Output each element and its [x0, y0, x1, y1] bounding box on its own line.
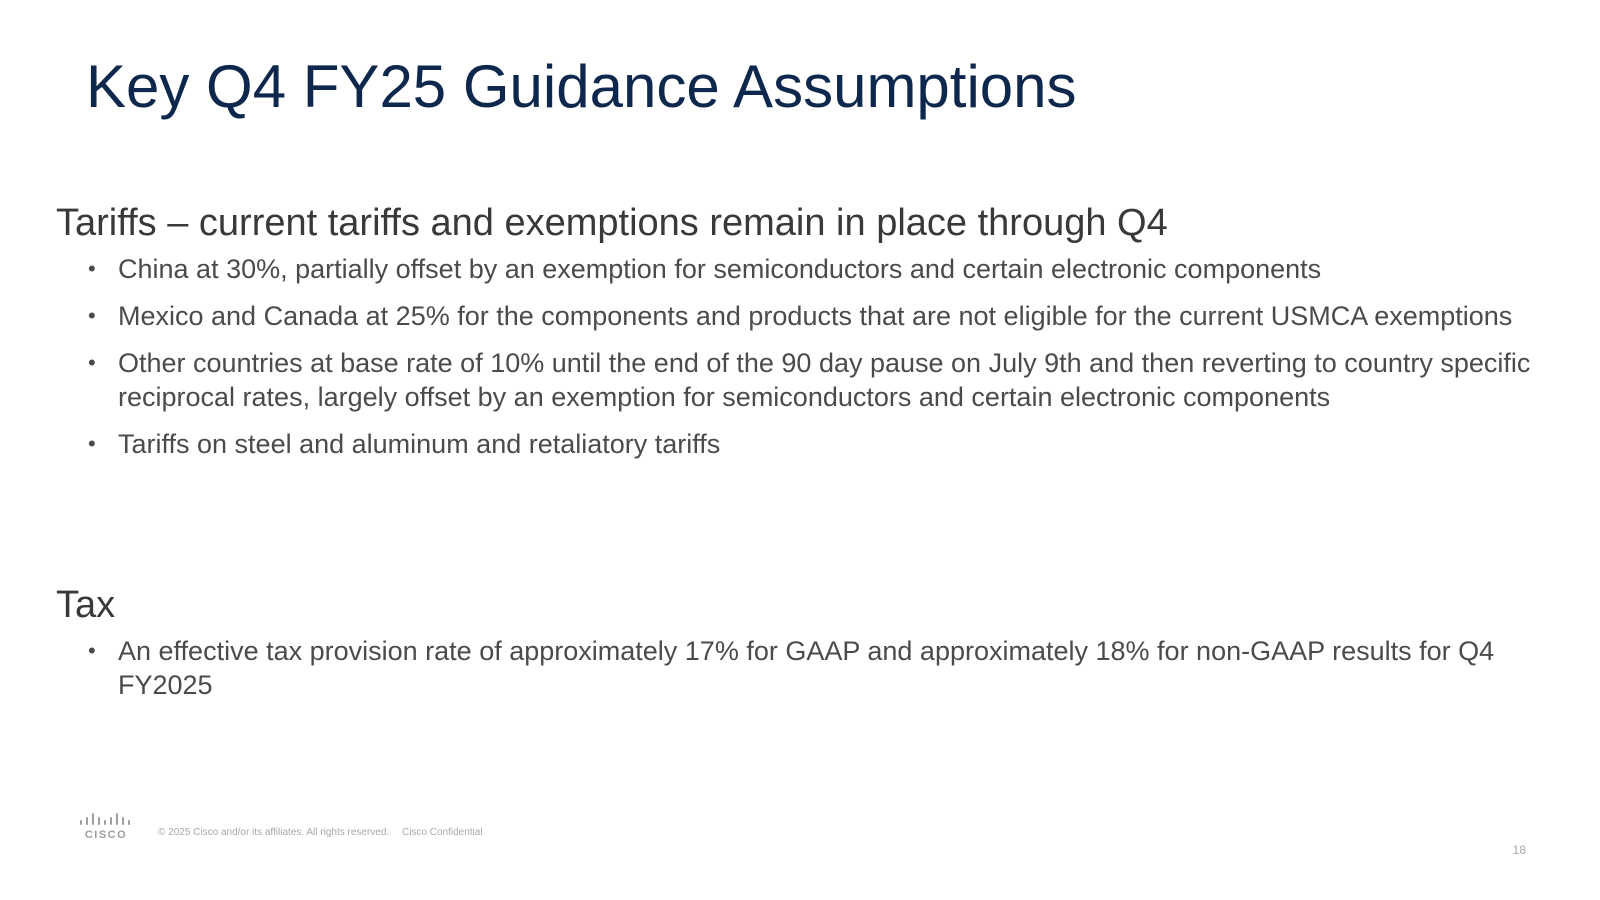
bullet-item: [56, 427, 1556, 461]
bullet-icon: •: [88, 431, 96, 456]
tariffs-section: [56, 200, 1556, 474]
page-number: 18: [1512, 843, 1526, 857]
bullet-icon: •: [88, 638, 96, 663]
cisco-logo: [78, 812, 134, 848]
bullet-text: Other countries at base rate of 10% until the end of the 90 day pause on July 9th and then reverting to country specific reciprocal rates, largely offset by an exemption for semiconductors and certain electronic components: [118, 348, 1531, 412]
bullet-text: An effective tax provision rate of approximately 17% for GAAP and approximately 18% for non-GAAP results for Q4 FY2025: [118, 636, 1495, 700]
bullet-icon: •: [88, 303, 96, 328]
tariffs-bullet-list: [56, 252, 1556, 461]
slide-title: Key Q4 FY25 Guidance Assumptions: [86, 53, 1077, 120]
bullet-item: [56, 346, 1556, 414]
footer: [78, 812, 483, 848]
copyright-text: © 2025 Cisco and/or its affiliates. All rights reserved.: [158, 826, 390, 838]
copyright-notice: [158, 827, 483, 838]
bullet-text: Tariffs on steel and aluminum and retaliatory tariffs: [118, 429, 721, 459]
bullet-icon: •: [88, 350, 96, 375]
bullet-item: [56, 299, 1556, 333]
bullet-item: [56, 634, 1556, 702]
tariffs-heading: Tariffs – current tariffs and exemptions remain in place through Q4: [56, 202, 1168, 244]
cisco-bars-icon: [79, 812, 133, 828]
tax-bullet-list: [56, 634, 1556, 702]
tax-heading: Tax: [56, 584, 116, 626]
tax-section: [56, 582, 1556, 715]
cisco-logo-text: CISCO: [84, 829, 128, 841]
bullet-icon: •: [88, 256, 96, 281]
bullet-text: China at 30%, partially offset by an exemption for semiconductors and certain electronic components: [118, 254, 1322, 284]
bullet-item: [56, 252, 1556, 286]
confidential-label: Cisco Confidential: [401, 826, 483, 838]
bullet-text: Mexico and Canada at 25% for the components and products that are not eligible for the current USMCA exemptions: [118, 301, 1513, 331]
